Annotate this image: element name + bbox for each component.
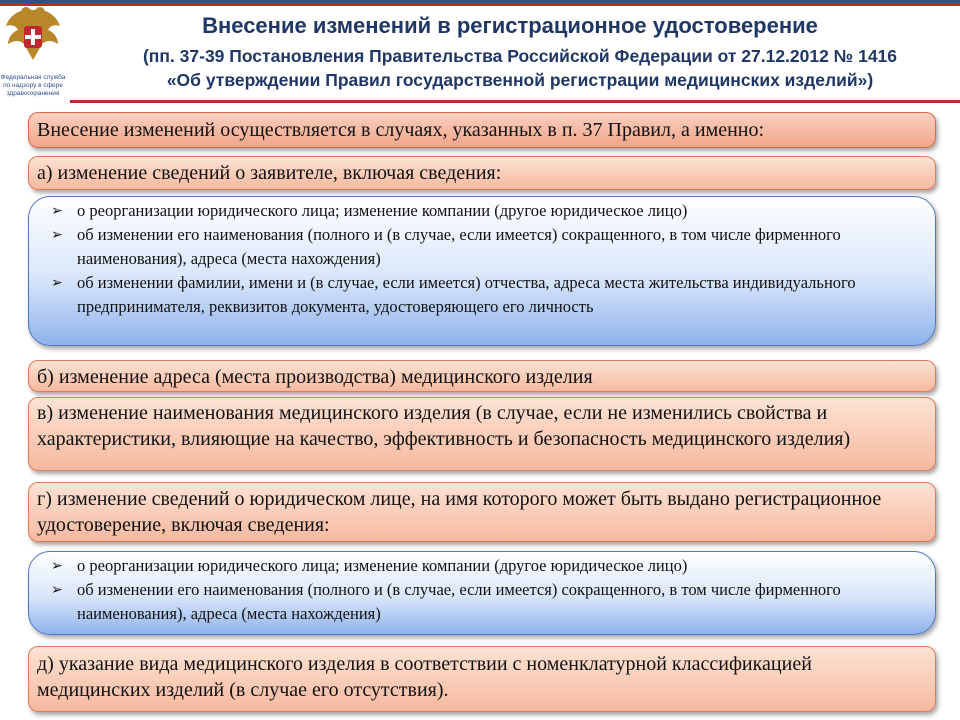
arrow-bullet-icon: ➢ (51, 582, 63, 598)
page-title: Внесение изменений в регистрационное удостоверение (202, 13, 818, 38)
item-g-box: г) изменение сведений о юридическом лице, на имя которого может быть выдано регистрационное удостоверение, включая сведения: (28, 482, 936, 542)
list-item: ➢ об изменении его наименования (полного и (в случае, если имеется) сокращенного, в том числе фирменного наименования), адреса (места нахождения) (51, 580, 841, 623)
item-a-box: а) изменение сведений о заявителе, включая сведения: (28, 156, 936, 190)
arrow-bullet-icon: ➢ (51, 275, 63, 291)
list-item: ➢ о реорганизации юридического лица; изменение компании (другое юридическое лицо) (77, 554, 915, 578)
list-a-box (28, 196, 936, 346)
arrow-bullet-icon: ➢ (51, 227, 63, 243)
header-divider (70, 100, 960, 103)
item-v-box: в) изменение наименования медицинского изделия (в случае, если не изменились свойства и характеристики, влияющие на качество, эффективность и безопасность медицинского изделия) (28, 397, 936, 471)
list-item: ➢ об изменении его наименования (полного и (в случае, если имеется) сокращенного, в том числе фирменного наименования), адреса (места нахождения) (51, 225, 841, 268)
item-d-box: д) указание вида медицинского изделия в соответствии с номенклатурной классификацией медицинских изделий (в случае его отсутствия). (28, 646, 936, 712)
subtitle-line-1: (пп. 37-39 Постановления Правительства Российской Федерации от 27.12.2012 № 1416 (142, 46, 898, 66)
item-b-box: б) изменение адреса (места производства) медицинского изделия (28, 360, 936, 392)
intro-box: Внесение изменений осуществляется в случаях, указанных в п. 37 Правил, а именно: (28, 112, 936, 148)
arrow-bullet-icon: ➢ (51, 558, 63, 574)
list-g-box (28, 551, 936, 635)
eagle-emblem-icon (0, 0, 66, 72)
page-subtitle (80, 44, 960, 92)
subtitle-line-2: «Об утверждении Правил государственной регистрации медицинских изделий») (166, 70, 874, 90)
top-stripe-red (0, 3, 960, 6)
list-item: ➢ о реорганизации юридического лица; изменение компании (другое юридическое лицо) (77, 199, 915, 223)
agency-name: Федеральная служба по надзору в сфере здравоохранения (0, 74, 66, 97)
arrow-bullet-icon: ➢ (51, 203, 63, 219)
list-item: ➢ об изменении фамилии, имени и (в случае, если имеется) отчества, адреса места жительства индивидуального предпринимателя, реквизитов документа, удостоверяющего его личность (51, 273, 856, 316)
